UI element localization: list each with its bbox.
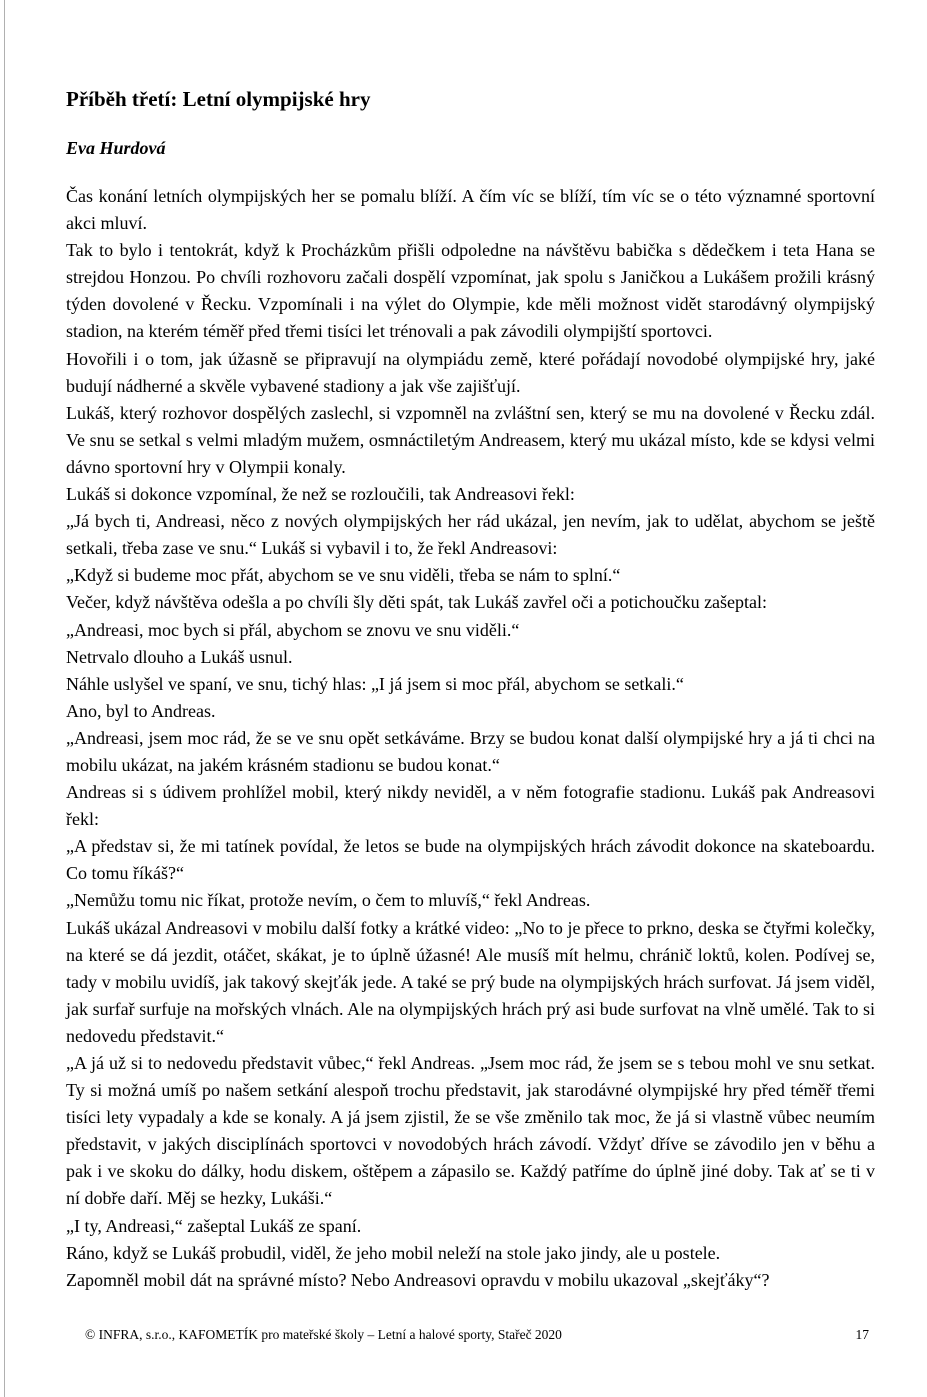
story-paragraph: Ano, byl to Andreas. — [66, 700, 216, 721]
story-paragraph: Čas konání letních olympijských her se pomalu blíží. A čím víc se blíží, tím víc se o této významné sportovní akci mluví. — [66, 186, 875, 234]
story-paragraph: Večer, když návštěva odešla a po chvíli šly děti spát, tak Lukáš zavřel oči a potichoučku zašeptal: — [66, 592, 768, 613]
footer-copyright: © INFRA, s.r.o., KAFOMETÍK pro mateřské školy – Letní a halové sporty, Stařeč 2020 — [85, 1327, 562, 1342]
page-number: 17 — [855, 1327, 869, 1342]
story-paragraph: Lukáš, který rozhovor dospělých zaslechl, si vzpomněl na zvláštní sen, který se mu na dovolené v Řecku zdál. Ve snu se setkal s velmi mladým mužem, osmnáctiletým Andreasem, který mu ukázal místo, kde se kdysi velmi dávno sportovní hry v Olympii konaly. — [66, 402, 875, 477]
story-paragraph: Náhle uslyšel ve spaní, ve snu, tichý hlas: „I já jsem si moc přál, abychom se setkali.“ — [66, 673, 684, 694]
page-content — [66, 86, 875, 1294]
story-author: Eva Hurdová — [66, 138, 166, 158]
story-paragraph: Tak to bylo i tentokrát, když k Procházkům přišli odpoledne na návštěvu babička s dědečkem i teta Hana se strejdou Honzou. Po chvíli rozhovoru začali dospělí vzpomínat, jak spolu s Janičkou a Lukášem prožili krásný týden dovolené v Řecku. Vzpomínali i na výlet do Olympie, kde měli možnost vidět starodávný olympijský stadion, na kterém téměř před třemi tisíci let trénovali a pak závodili olympijští sportovci. — [66, 240, 875, 342]
story-paragraph: Zapomněl mobil dát na správné místo? Nebo Andreasovi opravdu v mobilu ukazoval „skejťáky“? — [66, 1269, 770, 1290]
story-title: Příběh třetí: Letní olympijské hry — [66, 87, 371, 111]
story-paragraph: Lukáš si dokonce vzpomínal, že než se rozloučili, tak Andreasovi řekl: — [66, 484, 575, 505]
story-paragraph: „Když si budeme moc přát, abychom se ve snu viděli, třeba se nám to splní.“ — [66, 565, 621, 586]
story-paragraph: „A já už si to nedovedu představit vůbec,“ řekl Andreas. „Jsem moc rád, že jsem se s tebou mohl ve snu setkat. Ty si možná umíš po našem setkání alespoň trochu představit, jak starodávné olympijské hry před téměř třemi tisíci lety vypadaly a kde se konaly. A já jsem zjistil, že se vše změnilo tak moc, že já si vlastně vůbec neumím představit, v jakých disciplínách sportovci v novodobých hrách závodí. Vždyť dříve se závodilo jen v běhu a pak i ve skoku do dálky, hodu diskem, oštěpem a zápasilo se. Každý patříme do úplně jiné doby. Tak ať se ti v ní dobře daří. Měj se hezky, Lukáši.“ — [66, 1053, 875, 1209]
story-body — [66, 183, 875, 1294]
story-paragraph: Andreas si s údivem prohlížel mobil, který nikdy neviděl, a v něm fotografie stadionu. Lukáš pak Andreasovi řekl: — [66, 782, 875, 830]
story-paragraph: „I ty, Andreasi,“ zašeptal Lukáš ze spaní. — [66, 1215, 362, 1236]
story-paragraph: Lukáš ukázal Andreasovi v mobilu další fotky a krátké video: „No to je přece to prkno, deska se čtyřmi kolečky, na které se dá jezdit, otáčet, skákat, je to úplně úžasné! Ale musíš mít helmu, chránič loktů, kolen. Podívej se, tady v mobilu uvidíš, jak takový skejťák jede. A také se prý bude na olympijských hrách surfovat. Já jsem viděl, jak surfař surfuje na mořských vlnách. Ale na olympijských hrách prý asi bude surfovat na vlně umělé. Tak to si nedovedu představit.“ — [66, 917, 875, 1046]
story-paragraph: „Já bych ti, Andreasi, něco z nových olympijských her rád ukázal, jen nevím, jak to udělat, abychom se ještě setkali, třeba zase ve snu.“ Lukáš si vybavil i to, že řekl Andreasovi: — [66, 511, 875, 559]
story-paragraph: Hovořili i o tom, jak úžasně se připravují na olympiádu země, které pořádají novodobé olympijské hry, jaké budují nádherné a skvěle vybavené stadiony a jak vše zajišťují. — [66, 348, 875, 396]
story-paragraph: Ráno, když se Lukáš probudil, viděl, že jeho mobil neleží na stole jako jindy, ale u postele. — [66, 1242, 721, 1263]
page-footer — [85, 1326, 869, 1343]
story-paragraph: „A představ si, že mi tatínek povídal, že letos se bude na olympijských hrách závodit dokonce na skateboardu. Co tomu říkáš?“ — [66, 836, 875, 884]
story-paragraph: „Andreasi, jsem moc rád, že se ve snu opět setkáváme. Brzy se budou konat další olympijské hry a já ti chci na mobilu ukázat, na jakém krásném stadionu se budou konat.“ — [66, 727, 875, 775]
story-paragraph: Netrvalo dlouho a Lukáš usnul. — [66, 646, 293, 667]
story-paragraph: „Andreasi, moc bych si přál, abychom se znovu ve snu viděli.“ — [66, 619, 520, 640]
page-left-edge-line — [4, 0, 5, 1397]
story-paragraph: „Nemůžu tomu nic říkat, protože nevím, o čem to mluvíš,“ řekl Andreas. — [66, 890, 591, 911]
